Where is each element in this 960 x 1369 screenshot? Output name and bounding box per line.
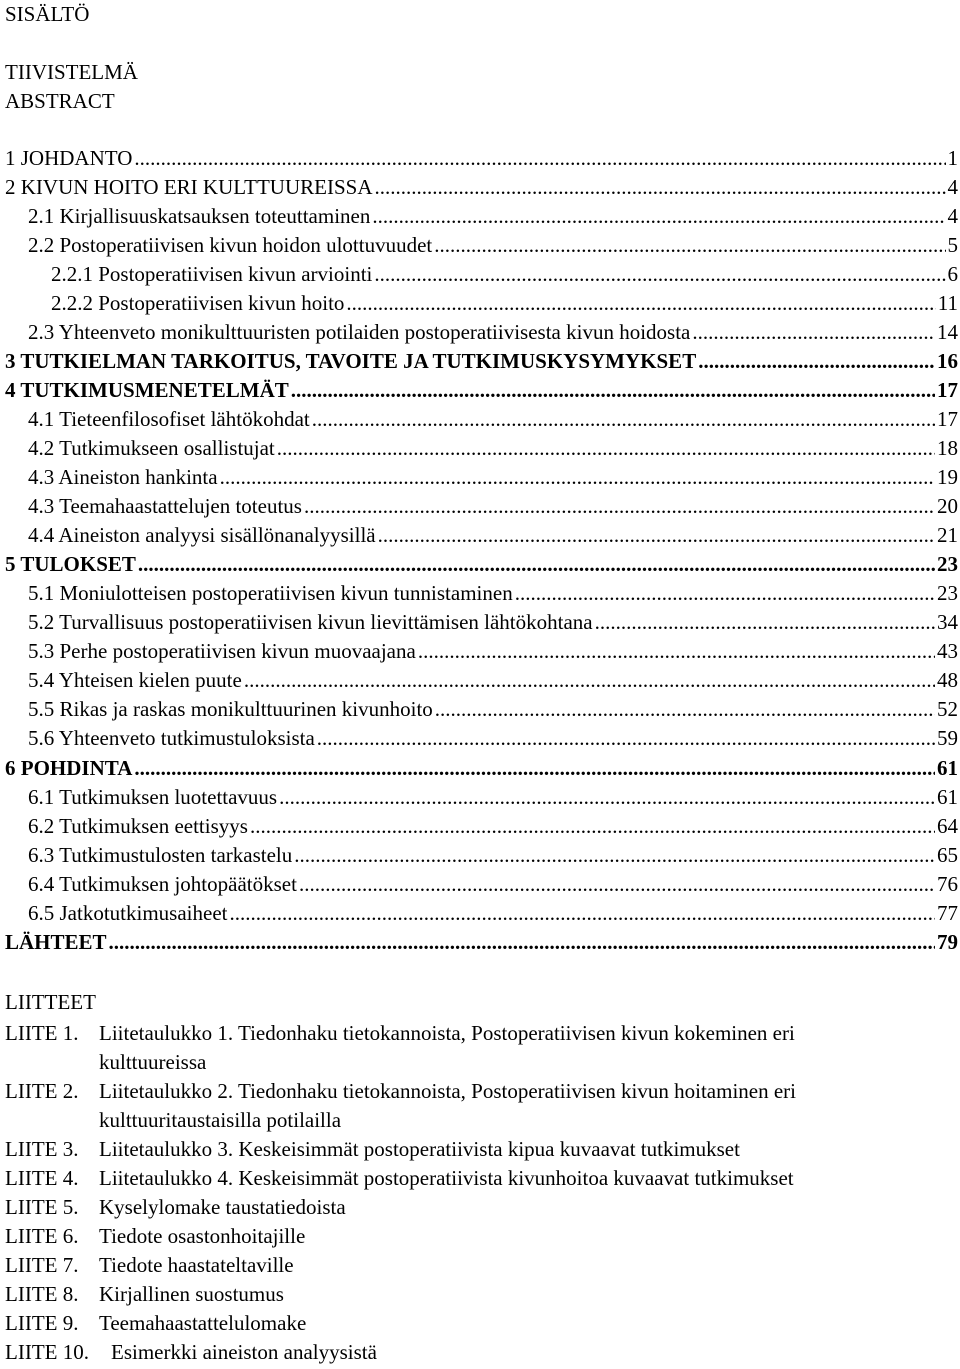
toc-entry-label: 6 POHDINTA xyxy=(5,756,133,780)
toc-entry xyxy=(28,696,958,722)
toc-leader-dots xyxy=(698,348,935,374)
toc-entry xyxy=(28,842,958,868)
toc-leader-dots xyxy=(374,261,945,287)
front-matter-tiivistelma: TIIVISTELMÄ xyxy=(5,60,138,84)
toc-entry xyxy=(28,203,958,229)
toc-entry xyxy=(28,609,958,635)
toc-entry-label: 5.4 Yhteisen kielen puute xyxy=(28,668,242,692)
toc-entry-page: 43 xyxy=(937,639,958,663)
toc-entry-page: 16 xyxy=(937,349,958,373)
toc-leader-dots xyxy=(244,667,935,693)
toc-entry-label: 5.3 Perhe postoperatiivisen kivun muovaajana xyxy=(28,639,416,663)
toc-entry-label: 2.3 Yhteenveto monikulttuuristen potilaiden postoperatiivisesta kivun hoidosta xyxy=(28,320,691,344)
toc-entry-page: 14 xyxy=(937,320,958,344)
toc-entry xyxy=(28,522,958,548)
toc-entry xyxy=(5,755,958,781)
toc-entry-label: 6.5 Jatkotutkimusaiheet xyxy=(28,901,228,925)
toc-entry xyxy=(28,319,958,345)
toc-entry-page: 52 xyxy=(937,697,958,721)
toc-leader-dots xyxy=(250,813,935,839)
appendix-title: Liitetaulukko 4. Keskeisimmät postoperatiivista kivunhoitoa kuvaavat tutkimukset xyxy=(99,1166,794,1190)
toc-entry-page: 76 xyxy=(937,872,958,896)
toc-entry-page: 21 xyxy=(937,523,958,547)
toc-leader-dots xyxy=(220,464,935,490)
page-title: SISÄLTÖ xyxy=(5,2,90,26)
appendix-id: LIITE 1. xyxy=(5,1021,79,1045)
toc-leader-dots xyxy=(375,174,946,200)
toc-entry xyxy=(28,435,958,461)
toc-entry xyxy=(28,464,958,490)
toc-entry-page: 23 xyxy=(937,552,958,576)
toc-leader-dots xyxy=(434,232,945,258)
toc-entry-label: 4.2 Tutkimukseen osallistujat xyxy=(28,436,275,460)
toc-entry xyxy=(28,406,958,432)
appendix-title-continued: kulttuuritaustaisilla potilailla xyxy=(99,1108,342,1132)
appendix-id: LIITE 6. xyxy=(5,1224,79,1248)
toc-entry-page: 23 xyxy=(937,581,958,605)
toc-entry xyxy=(5,551,958,577)
toc-entry-page: 61 xyxy=(937,785,958,809)
toc-entry-label: 6.3 Tutkimustulosten tarkastelu xyxy=(28,843,293,867)
toc-leader-dots xyxy=(378,522,935,548)
toc-leader-dots xyxy=(312,406,935,432)
toc-entry xyxy=(5,145,958,171)
toc-leader-dots xyxy=(595,609,935,635)
toc-leader-dots xyxy=(229,900,935,926)
toc-leader-dots xyxy=(372,203,945,229)
toc-entry xyxy=(51,290,958,316)
toc-entry-label: 6.2 Tutkimuksen eettisyys xyxy=(28,814,248,838)
toc-leader-dots xyxy=(317,725,935,751)
appendix-id: LIITE 5. xyxy=(5,1195,79,1219)
appendix-title: Tiedote osastonhoitajille xyxy=(99,1224,306,1248)
appendix-title: Liitetaulukko 1. Tiedonhaku tietokannoista, Postoperatiivisen kivun kokeminen eri xyxy=(99,1021,795,1045)
toc-leader-dots xyxy=(692,319,935,345)
toc-entry-label: 4.4 Aineiston analyysi sisällönanalyysillä xyxy=(28,523,376,547)
appendix-id: LIITE 8. xyxy=(5,1282,79,1306)
appendix-title: Teemahaastattelulomake xyxy=(99,1311,307,1335)
toc-entry-label: 2.2 Postoperatiivisen kivun hoidon ulottuvuudet xyxy=(28,233,433,257)
toc-entry-label: 4.1 Tieteenfilosofiset lähtökohdat xyxy=(28,407,310,431)
appendix-item xyxy=(5,1165,794,1191)
appendix-title: Kyselylomake taustatiedoista xyxy=(99,1195,346,1219)
appendix-id: LIITE 7. xyxy=(5,1253,79,1277)
toc-entry xyxy=(5,348,958,374)
toc-leader-dots xyxy=(109,929,935,955)
toc-leader-dots xyxy=(435,696,935,722)
toc-leader-dots xyxy=(279,784,935,810)
appendix-title: Liitetaulukko 2. Tiedonhaku tietokannoista, Postoperatiivisen kivun hoitaminen eri xyxy=(99,1079,796,1103)
toc-entry-page: 34 xyxy=(937,610,958,634)
appendix-id: LIITE 4. xyxy=(5,1166,79,1190)
appendix-item xyxy=(5,1339,377,1365)
toc-entry-label: 2.2.1 Postoperatiivisen kivun arviointi xyxy=(51,262,373,286)
toc-entry-page: 20 xyxy=(937,494,958,518)
toc-entry xyxy=(28,580,958,606)
toc-leader-dots xyxy=(304,493,935,519)
appendix-id: LIITE 10. xyxy=(5,1340,89,1364)
toc-entry-page: 4 xyxy=(947,204,958,228)
toc-entry-label: 3 TUTKIELMAN TARKOITUS, TAVOITE JA TUTKIMUSKYSYMYKSET xyxy=(5,349,697,373)
toc-entry-page: 5 xyxy=(947,233,958,257)
toc-entry-label: 4 TUTKIMUSMENETELMÄT xyxy=(5,378,289,402)
toc-entry-page: 4 xyxy=(947,175,958,199)
appendix-item xyxy=(5,1194,346,1220)
toc-entry xyxy=(28,493,958,519)
toc-entry xyxy=(28,638,958,664)
front-matter-abstract: ABSTRACT xyxy=(5,89,115,113)
toc-entry-page: 64 xyxy=(937,814,958,838)
appendix-item xyxy=(5,1310,306,1336)
toc-entry-page: 59 xyxy=(937,726,958,750)
toc-entry-label: 4.3 Aineiston hankinta xyxy=(28,465,218,489)
toc-leader-dots xyxy=(418,638,935,664)
toc-entry-label: 5.2 Turvallisuus postoperatiivisen kivun lievittämisen lähtökohtana xyxy=(28,610,593,634)
appendix-item xyxy=(5,1223,305,1249)
appendix-item xyxy=(5,1078,796,1104)
toc-entry-page: 65 xyxy=(937,843,958,867)
toc-entry xyxy=(5,377,958,403)
toc-entry-label: LÄHTEET xyxy=(5,930,107,954)
toc-entry-label: 6.4 Tutkimuksen johtopäätökset xyxy=(28,872,297,896)
toc-entry-page: 19 xyxy=(937,465,958,489)
toc-entry xyxy=(28,813,958,839)
toc-leader-dots xyxy=(291,377,935,403)
toc-leader-dots xyxy=(346,290,935,316)
toc-entry-label: 5 TULOKSET xyxy=(5,552,136,576)
toc-entry xyxy=(28,784,958,810)
appendix-title: Liitetaulukko 3. Keskeisimmät postoperatiivista kipua kuvaavat tutkimukset xyxy=(99,1137,740,1161)
toc-entry-label: 2.2.2 Postoperatiivisen kivun hoito xyxy=(51,291,345,315)
toc-entry xyxy=(28,871,958,897)
toc-entry-label: 6.1 Tutkimuksen luotettavuus xyxy=(28,785,278,809)
appendix-title: Tiedote haastateltaville xyxy=(99,1253,294,1277)
appendix-id: LIITE 2. xyxy=(5,1079,79,1103)
appendix-item xyxy=(5,1136,740,1162)
toc-leader-dots xyxy=(299,871,935,897)
toc-entry-label: 5.1 Moniulotteisen postoperatiivisen kivun tunnistaminen xyxy=(28,581,513,605)
toc-entry xyxy=(51,261,958,287)
toc-entry-page: 48 xyxy=(937,668,958,692)
toc-entry-label: 5.6 Yhteenveto tutkimustuloksista xyxy=(28,726,315,750)
toc-entry-page: 6 xyxy=(947,262,958,286)
toc-entry-page: 1 xyxy=(947,146,958,170)
toc-entry-page: 61 xyxy=(937,756,958,780)
appendix-id: LIITE 9. xyxy=(5,1311,79,1335)
toc-entry-page: 18 xyxy=(937,436,958,460)
toc-entry-page: 11 xyxy=(937,291,958,315)
toc-leader-dots xyxy=(134,145,945,171)
appendix-title: Esimerkki aineiston analyysistä xyxy=(111,1340,377,1364)
toc-entry xyxy=(28,900,958,926)
toc-entry-page: 79 xyxy=(937,930,958,954)
toc-leader-dots xyxy=(277,435,935,461)
toc-entry xyxy=(28,232,958,258)
toc-leader-dots xyxy=(294,842,935,868)
toc-leader-dots xyxy=(138,551,935,577)
toc-leader-dots xyxy=(515,580,935,606)
appendix-item xyxy=(5,1020,795,1046)
appendix-item xyxy=(5,1281,284,1307)
appendix-id: LIITE 3. xyxy=(5,1137,79,1161)
toc-entry-label: 2.1 Kirjallisuuskatsauksen toteuttaminen xyxy=(28,204,371,228)
toc-entry-label: 1 JOHDANTO xyxy=(5,146,133,170)
appendix-item xyxy=(5,1252,294,1278)
toc-entry xyxy=(28,667,958,693)
appendix-heading: LIITTEET xyxy=(5,990,96,1014)
appendix-title-continued: kulttuureissa xyxy=(99,1050,207,1074)
toc-entry xyxy=(5,174,958,200)
toc-entry xyxy=(5,929,958,955)
appendix-title: Kirjallinen suostumus xyxy=(99,1282,284,1306)
toc-entry-page: 17 xyxy=(937,378,958,402)
toc-entry-page: 77 xyxy=(937,901,958,925)
toc-entry-page: 17 xyxy=(937,407,958,431)
toc-entry xyxy=(28,725,958,751)
toc-entry-label: 2 KIVUN HOITO ERI KULTTUUREISSA xyxy=(5,175,373,199)
toc-entry-label: 5.5 Rikas ja raskas monikulttuurinen kivunhoito xyxy=(28,697,433,721)
toc-entry-label: 4.3 Teemahaastattelujen toteutus xyxy=(28,494,302,518)
toc-leader-dots xyxy=(134,755,935,781)
